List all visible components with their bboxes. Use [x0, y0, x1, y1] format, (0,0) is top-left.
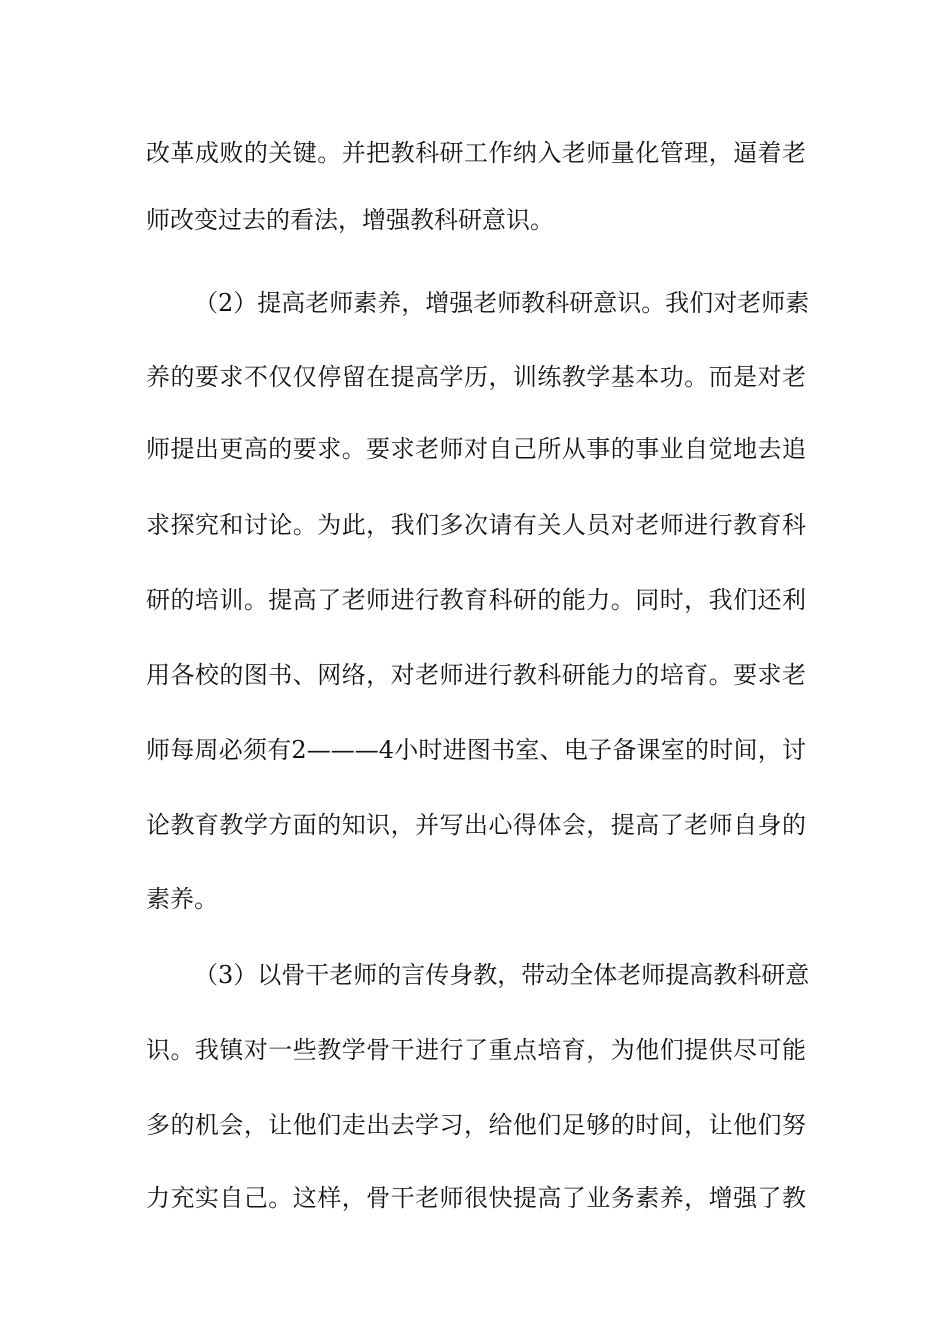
paragraph-start-line: （3）以骨干老师的言传身教，带动全体老师提高教科研意: [194, 961, 810, 989]
text-line: 求探究和讨论。为此，我们多次请有关人员对老师进行教育科: [146, 511, 806, 539]
text-line: 力充实自己。这样，骨干老师很快提高了业务素养，增强了教: [146, 1184, 806, 1212]
text-line: 论教育教学方面的知识，并写出心得体会，提高了老师自身的: [146, 811, 806, 839]
text-line: 识。我镇对一些教学骨干进行了重点培育，为他们提供尽可能: [146, 1036, 806, 1064]
text-line: 养的要求不仅仅停留在提高学历，训练教学基本功。而是对老: [146, 363, 806, 391]
text-line: 师提出更高的要求。要求老师对自己所从事的事业自觉地去追: [146, 435, 806, 463]
text-line: 用各校的图书、网络，对老师进行教科研能力的培育。要求老: [146, 661, 806, 689]
text-line: 师每周必须有2———4小时进图书室、电子备课室的时间，讨: [146, 736, 806, 764]
text-line: 素养。: [146, 885, 218, 913]
text-line: 多的机会，让他们走出去学习，给他们足够的时间，让他们努: [146, 1111, 806, 1139]
paragraph-start-line: （2）提高老师素养，增强老师教科研意识。我们对老师素: [194, 289, 810, 317]
text-line: 研的培训。提高了老师进行教育科研的能力。同时，我们还利: [146, 586, 806, 614]
text-line: 师改变过去的看法，增强教科研意识。: [146, 206, 554, 234]
text-line: 改革成败的关键。并把教科研工作纳入老师量化管理，逼着老: [146, 139, 806, 167]
